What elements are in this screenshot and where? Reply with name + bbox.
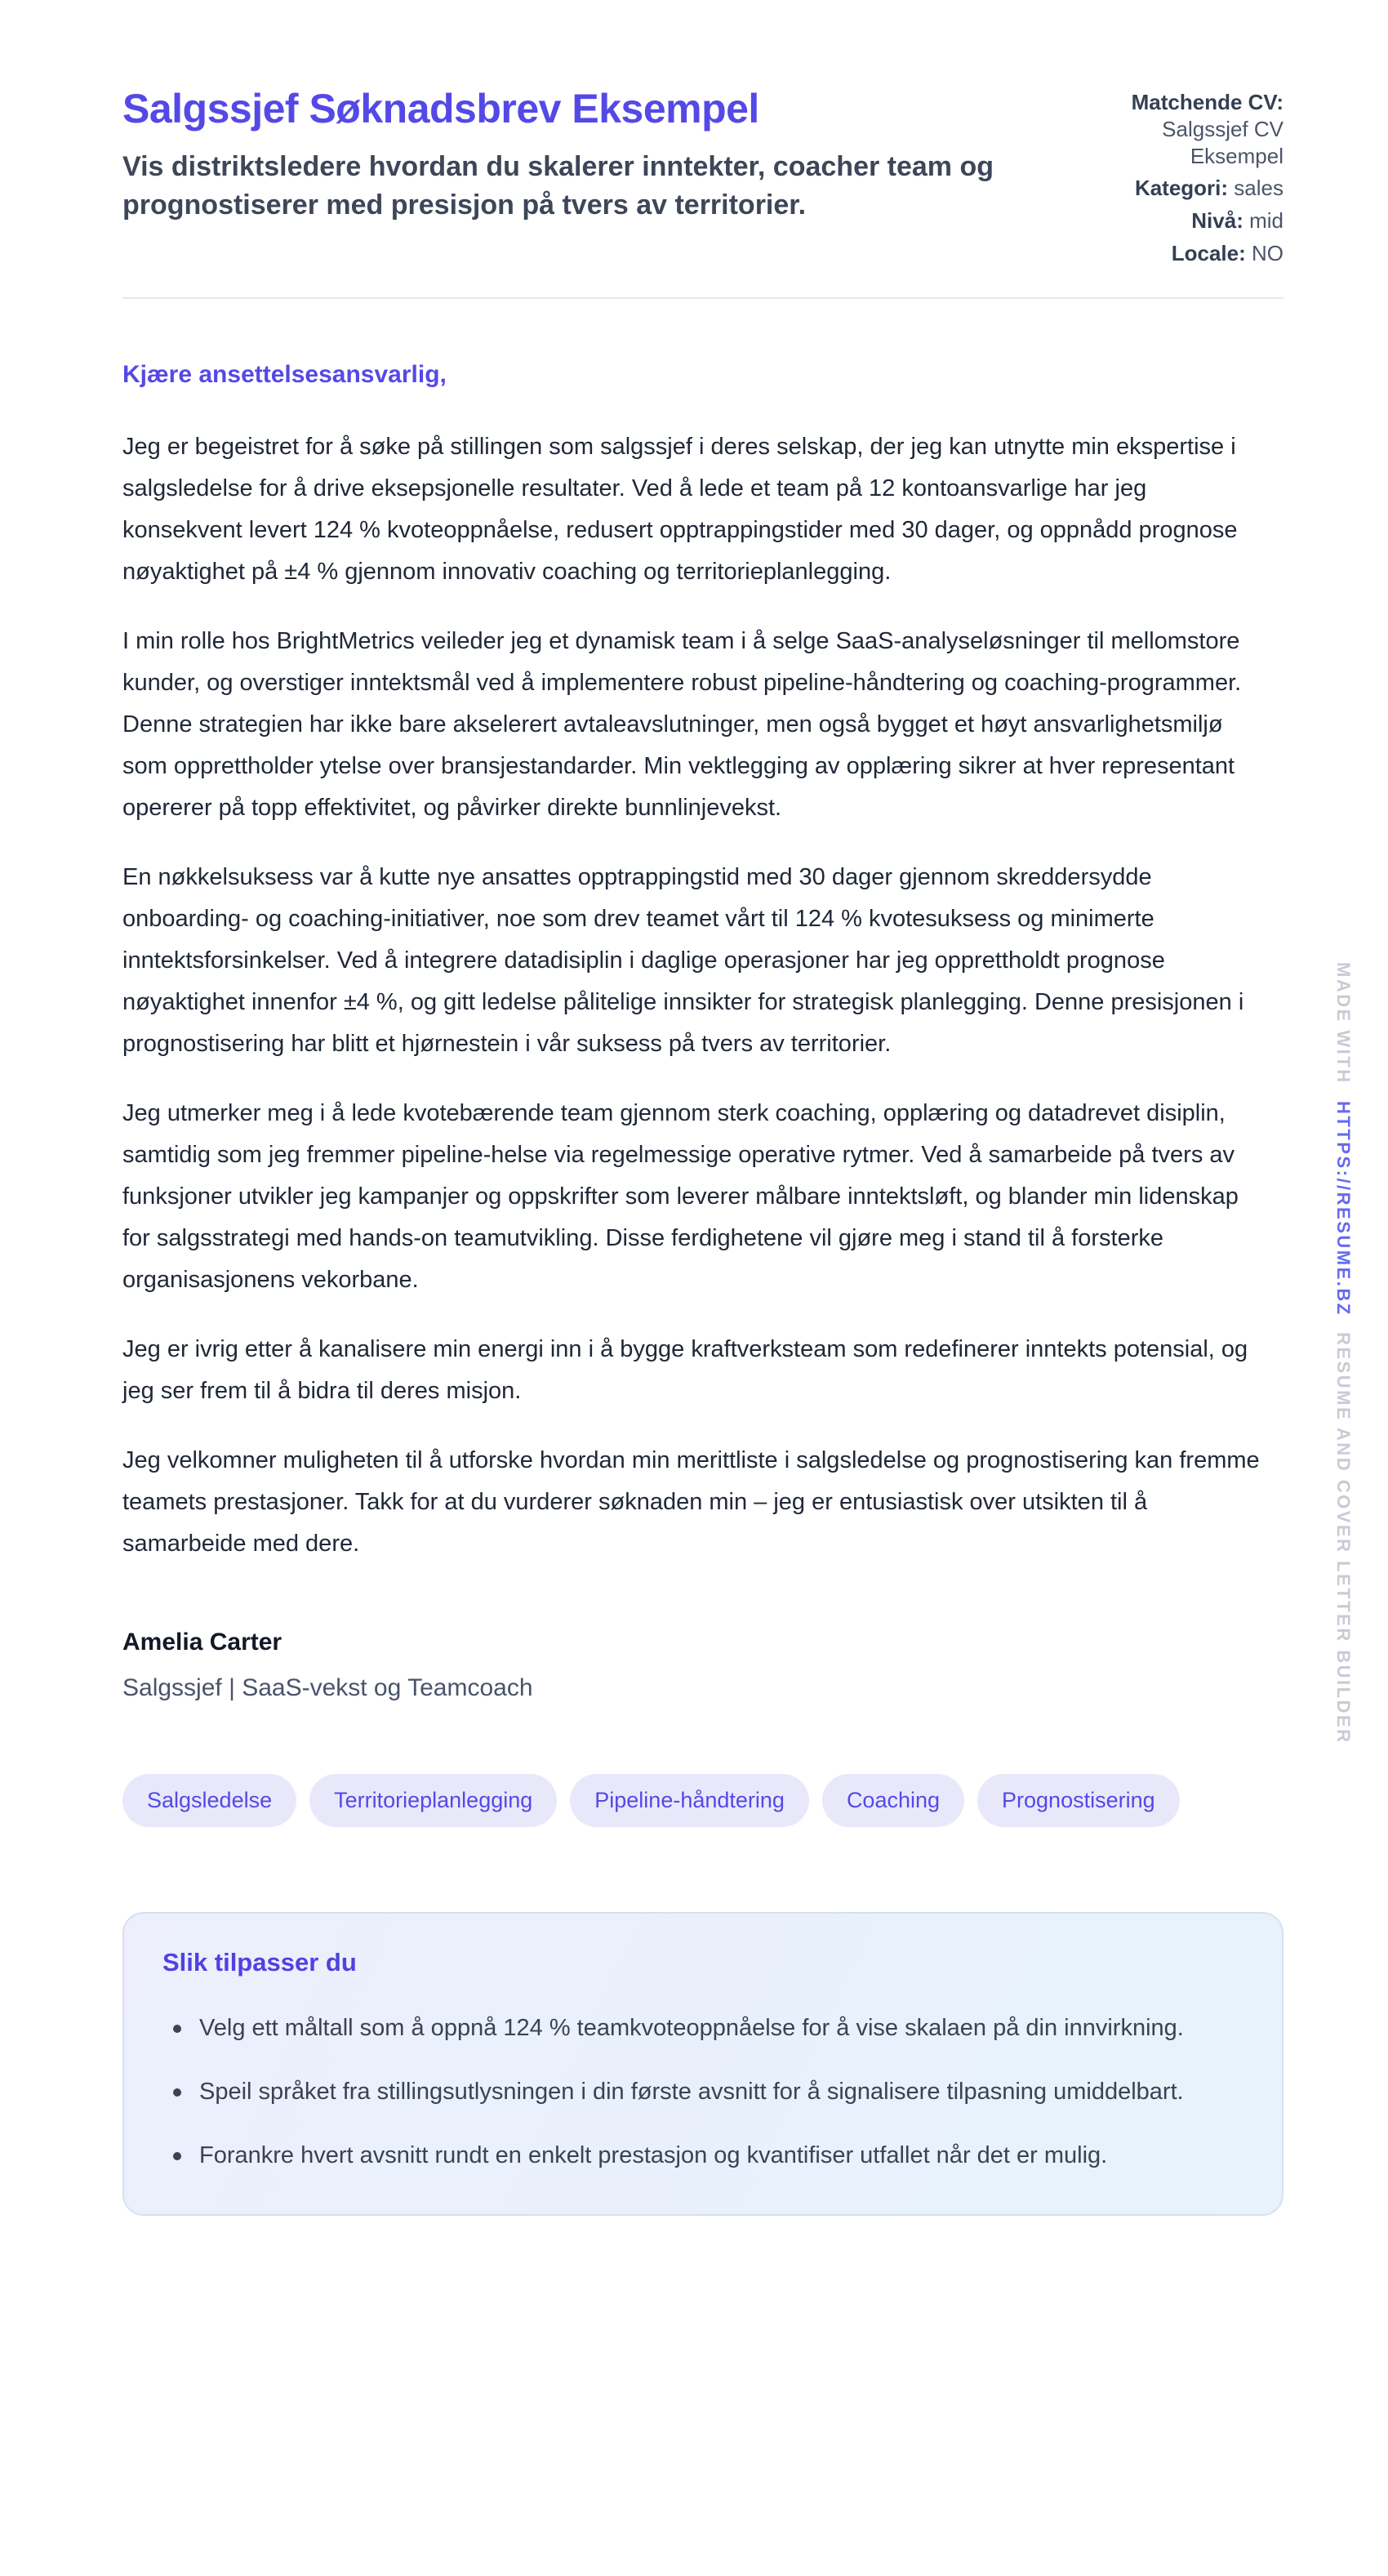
meta-row-level (1079, 207, 1283, 234)
header (122, 86, 1283, 273)
customization-tips-card (122, 1912, 1283, 2216)
letter-paragraph: Jeg er begeistret for å søke på stillingen som salgssjef i deres selskap, der jeg kan utnytte min ekspertise i salgsledelse for å drive eksepsjonelle resultater. Ved å lede et team på 12 kontoansvarlige har jeg konsekvent levert 124 % kvoteoppnåelse, redusert opptrappingstider med 30 dager, og oppnådd prognose nøyaktighet på ±4 % gjennom innovativ coaching og territorieplanlegging. (122, 433, 1238, 585)
tips-item: Velg ett måltall som å oppnå 124 % teamkvoteoppnåelse for å vise skalaen på din innvirkning. (162, 2008, 1208, 2049)
skill-tag: Territorieplanlegging (309, 1774, 557, 1827)
meta-label: Nivå: (1191, 208, 1243, 233)
letter-paragraph: Jeg er ivrig etter å kanalisere min energi inn i å bygge kraftverksteam som redefinerer inntekts potensial, og jeg ser frem til å bidra til deres misjon. (122, 1336, 1248, 1405)
letter-paragraph: En nøkkelsuksess var å kutte nye ansattes opptrappingstid med 30 dager gjennom skreddersydde onboarding- og coaching-initiativer, noe som drev teamet vårt til 124 % kvotesuksess og minimerte inntektsforsinkelser. Ved å integrere datadisiplin i daglige operasjoner har jeg opprettholdt prognose nøyaktighet innenfor ±4 %, og gitt ledelse pålitelige innsikter for strategisk planlegging. Denne presisjonen i prognostisering har blitt et hjørnestein i vår suksess på tvers av territorier. (122, 863, 1244, 1057)
tips-heading: Slik tilpasser du (162, 1948, 357, 1977)
letter-paragraph: Jeg velkomner muligheten til å utforske hvordan min merittliste i salgsledelse og prognostisering kan fremme teamets prestasjoner. Takk for at du vurderer søknaden min – jeg er entusiastisk over utsikten til å samarbeide med dere. (122, 1447, 1260, 1558)
meta-row-category (1079, 175, 1283, 202)
tips-list (162, 2008, 1236, 2177)
page-title: Salgssjef Søknadsbrev Eksempel (122, 86, 759, 131)
meta-label: Locale: (1171, 240, 1246, 265)
content-column (122, 0, 1283, 2216)
meta-value: Salgssjef CV Eksempel (1162, 116, 1283, 168)
meta-label: Matchende CV: (1131, 90, 1283, 114)
letter-paragraph: I min rolle hos BrightMetrics veileder jeg et dynamisk team i å selge SaaS-analyseløsninger til mellomstore kunder, og overstiger inntektsmål ved å implementere robust pipeline-håndtering og coaching-programmer. Denne strategien har ikke bare akselerert avtaleavslutninger, men også bygget et høyt ansvarlighetsmiljø som opprettholder ytelse over bransjestandarder. Min vektlegging av opplæring sikrer at hver representant opererer på topp effektivitet, og påvirker direkte bunnlinjevekst. (122, 627, 1242, 821)
meta-row-matching-cv (1079, 89, 1283, 169)
page-subtitle: Vis distriktsledere hvordan du skalerer inntekter, coacher team og prognostiserer med presisjon på tvers av territorier. (122, 151, 994, 221)
skill-tag: Coaching (822, 1774, 964, 1827)
skill-tag: Prognostisering (977, 1774, 1180, 1827)
meta-value: sales (1234, 176, 1283, 201)
meta-label: Kategori: (1134, 176, 1229, 201)
skill-tags (122, 1774, 1283, 1827)
cover-letter-body (122, 361, 1283, 1703)
meta-value: mid (1249, 208, 1283, 233)
meta-row-locale (1079, 240, 1283, 267)
salutation: Kjære ansettelsesansvarlig, (122, 360, 447, 388)
tips-item: Speil språket fra stillingsutlysningen i din første avsnitt for å signalisere tilpasning umiddelbart. (162, 2072, 1208, 2113)
tips-item: Forankre hvert avsnitt rundt en enkelt prestasjon og kvantifiser utfallet når det er mulig. (162, 2136, 1208, 2177)
signature-name: Amelia Carter (122, 1629, 282, 1656)
letter-paragraph: Jeg utmerker meg i å lede kvotebærende team gjennom sterk coaching, opplæring og datadrevet disiplin, samtidig som jeg fremmer pipeline-helse via regelmessige operative rytmer. Ved å samarbeide på tvers av funksjoner utvikler jeg kampanjer og oppskrifter som leverer målbare inntektsløft, og blander min lidenskap for salgsstrategi med hands-on teamutvikling. Disse ferdighetene vil gjøre meg i stand til å forsterke organisasjonens vekorbane. (122, 1099, 1239, 1294)
watermark-suffix: RESUME AND COVER LETTER BUILDER (1333, 1332, 1354, 1745)
signature-role: Salgssjef | SaaS-vekst og Teamcoach (122, 1674, 533, 1702)
signature-block (122, 1629, 1283, 1702)
made-with-watermark (1332, 962, 1354, 1745)
meta-value: NO (1252, 240, 1283, 265)
skill-tag: Salgsledelse (122, 1774, 296, 1827)
resume-bz-link[interactable]: HTTPS://RESUME.BZ (1333, 1100, 1354, 1317)
header-divider (122, 297, 1283, 299)
watermark-prefix: MADE WITH (1333, 962, 1354, 1085)
skill-tag: Pipeline-håndtering (570, 1774, 809, 1827)
header-title-block (122, 86, 1070, 225)
header-meta (1079, 86, 1283, 273)
